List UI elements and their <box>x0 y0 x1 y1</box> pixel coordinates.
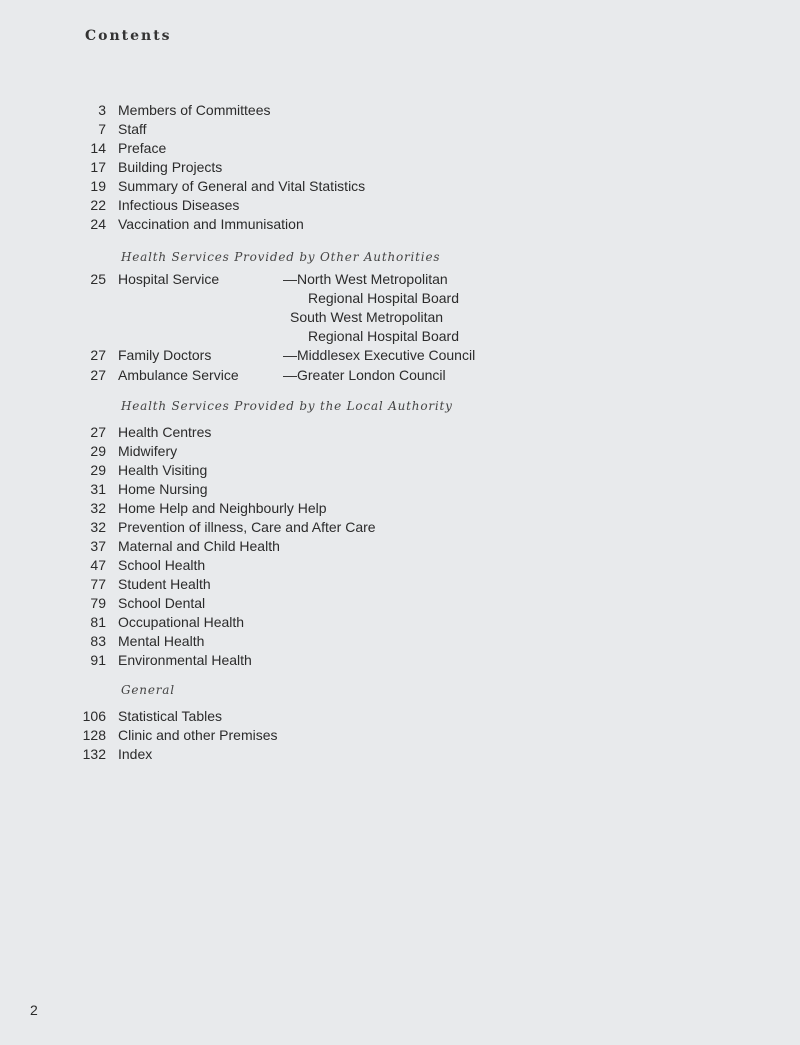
toc-page-number: 27 <box>90 347 106 363</box>
toc-page-number: 132 <box>82 746 106 762</box>
section-heading-general: General <box>121 683 175 697</box>
toc-label: Hospital Service <box>118 271 220 287</box>
toc-detail: Regional Hospital Board <box>308 328 459 344</box>
toc-page-number: 22 <box>90 197 106 213</box>
toc-label: Prevention of illness, Care and After Care <box>118 519 376 535</box>
toc-page-number: 17 <box>90 159 106 175</box>
toc-label: Midwifery <box>118 443 178 459</box>
toc-label: Preface <box>118 140 167 156</box>
toc-page-number: 31 <box>90 481 106 497</box>
toc-page-number: 32 <box>90 500 106 516</box>
toc-page-number: 81 <box>90 614 106 630</box>
toc-label: Environmental Health <box>118 652 252 668</box>
toc-label: Summary of General and Vital Statistics <box>118 178 366 194</box>
toc-page-number: 14 <box>90 140 106 156</box>
toc-page-number: 24 <box>90 216 106 232</box>
toc-detail: —Middlesex Executive Council <box>283 347 476 363</box>
toc-page-number: 3 <box>98 102 106 118</box>
page-title: Contents <box>85 28 172 44</box>
toc-page-number: 27 <box>90 367 106 383</box>
toc-page-number: 79 <box>90 595 106 611</box>
toc-page-number: 27 <box>90 424 106 440</box>
toc-label: School Health <box>118 557 206 573</box>
toc-page-number: 91 <box>90 652 106 668</box>
toc-page-number: 19 <box>90 178 106 194</box>
section-heading-other-authorities: Health Services Provided by Other Authorities <box>121 250 441 264</box>
toc-label: Staff <box>118 121 147 137</box>
toc-detail: South West Metropolitan <box>290 309 444 325</box>
toc-label: Maternal and Child Health <box>118 538 280 554</box>
toc-label: Home Help and Neighbourly Help <box>118 500 327 516</box>
toc-label: Infectious Diseases <box>118 197 240 213</box>
toc-detail: —North West Metropolitan <box>283 271 448 287</box>
toc-label: Index <box>118 746 153 762</box>
toc-label: Mental Health <box>118 633 205 649</box>
toc-label: Student Health <box>118 576 211 592</box>
toc-page-number: 106 <box>82 708 106 724</box>
toc-page-number: 83 <box>90 633 106 649</box>
toc-label: Building Projects <box>118 159 223 175</box>
page-number: 2 <box>30 1002 38 1018</box>
toc-page-number: 25 <box>90 271 106 287</box>
toc-page-number: 7 <box>98 121 106 137</box>
toc-label: Clinic and other Premises <box>118 727 278 743</box>
toc-page-number: 37 <box>90 538 106 554</box>
toc-label: School Dental <box>118 595 206 611</box>
toc-label: Family Doctors <box>118 347 212 363</box>
toc-label: Statistical Tables <box>118 708 223 724</box>
toc-label: Home Nursing <box>118 481 208 497</box>
toc-label: Health Centres <box>118 424 212 440</box>
toc-label: Occupational Health <box>118 614 245 630</box>
toc-page-number: 32 <box>90 519 106 535</box>
toc-label: Health Visiting <box>118 462 208 478</box>
toc-label: Vaccination and Immunisation <box>118 216 304 232</box>
toc-page-number: 47 <box>90 557 106 573</box>
toc-label: Members of Committees <box>118 102 271 118</box>
toc-detail: —Greater London Council <box>283 367 446 383</box>
toc-detail: Regional Hospital Board <box>308 290 459 306</box>
toc-page-number: 29 <box>90 443 106 459</box>
toc-page-number: 77 <box>90 576 106 592</box>
toc-page-number: 128 <box>82 727 106 743</box>
toc-label: Ambulance Service <box>118 367 239 383</box>
section-heading-local-authority: Health Services Provided by the Local Authority <box>121 399 453 413</box>
toc-page-number: 29 <box>90 462 106 478</box>
